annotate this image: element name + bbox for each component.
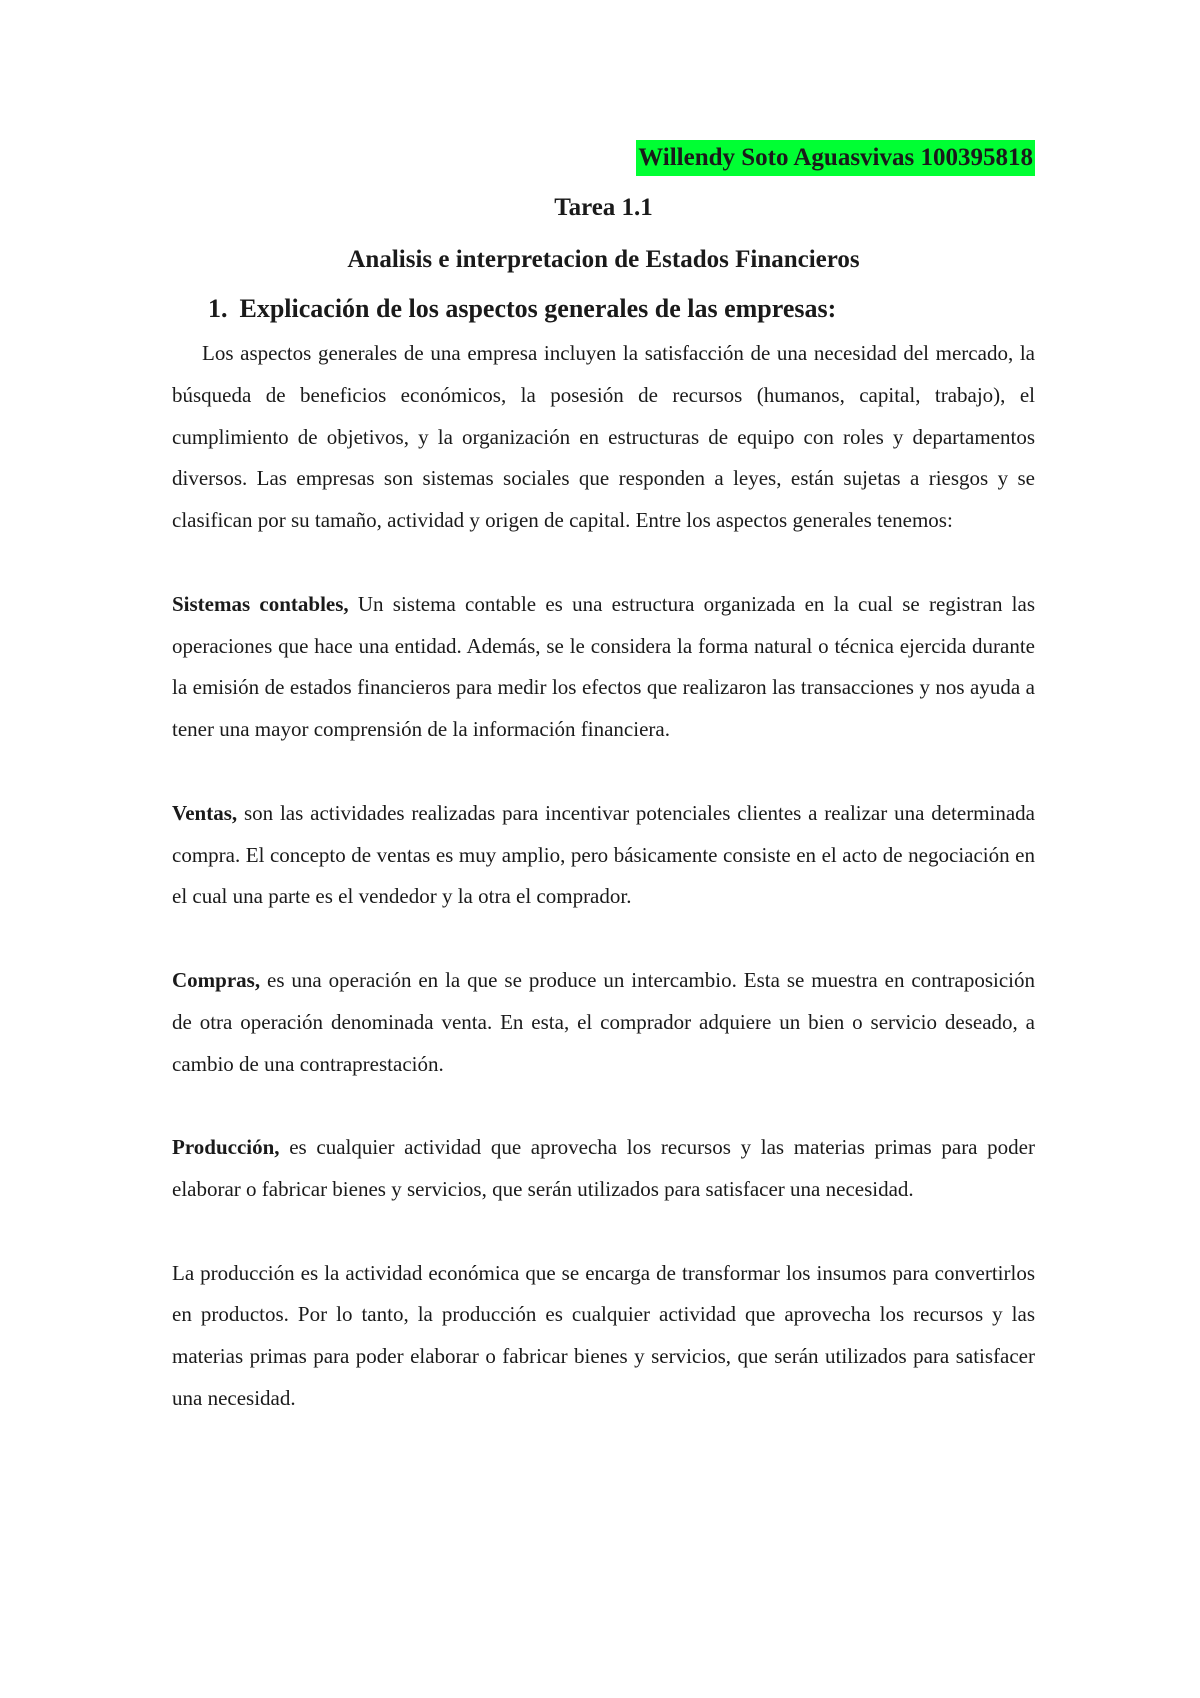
- paragraph-gap: [172, 751, 1035, 793]
- section-title: Explicación de los aspectos generales de las empresas:: [239, 294, 837, 323]
- definition-term: Ventas,: [172, 800, 238, 825]
- paragraph-gap: [172, 1211, 1035, 1253]
- author-name-highlight: Willendy Soto Aguasvivas 100395818: [636, 140, 1035, 176]
- subject-title: Analisis e interpretacion de Estados Financieros: [347, 246, 860, 273]
- section-heading: [172, 293, 1035, 325]
- definition-term: Compras,: [172, 967, 261, 992]
- task-title: Tarea 1.1: [554, 194, 653, 221]
- definition-text: es una operación en la que se produce un intercambio. Esta se muestra en contraposición de otra operación denominada venta. En esta, el comprador adquiere un bien o servicio deseado, a cambio de una contraprestación.: [172, 967, 1035, 1076]
- closing-paragraph: La producción es la actividad económica que se encarga de transformar los insumos para convertirlos en productos. Por lo tanto, la producción es cualquier actividad que aprovecha los recursos y las materias primas para poder elaborar o fabricar bienes y servicios, que serán utilizados para satisfacer una necesidad.: [172, 1260, 1035, 1410]
- paragraph-gap: [172, 918, 1035, 960]
- section-number: 1.: [208, 294, 228, 323]
- definition-text: son las actividades realizadas para incentivar potenciales clientes a realizar una determinada compra. El concepto de ventas es muy amplio, pero básicamente consiste en el acto de negociación en el cual una parte es el vendedor y la otra el comprador.: [172, 800, 1035, 909]
- author-line: [172, 140, 1035, 180]
- document-page: [172, 140, 1035, 1420]
- paragraph-gap: [172, 542, 1035, 584]
- definition-term: Sistemas contables,: [172, 591, 349, 616]
- intro-paragraph: Los aspectos generales de una empresa incluyen la satisfacción de una necesidad del mercado, la búsqueda de beneficios económicos, la posesión de recursos (humanos, capital, trabajo), el cumplimiento de objetivos, y la organización en estructuras de equipo con roles y departamentos diversos. Las empresas son sistemas sociales que responden a leyes, están sujetas a riesgos y se clasifican por su tamaño, actividad y origen de capital. Entre los aspectos generales tenemos:: [172, 341, 1035, 533]
- paragraph-gap: [172, 1085, 1035, 1127]
- definition-text: es cualquier actividad que aprovecha los recursos y las materias primas para poder elaborar o fabricar bienes y servicios, que serán utilizados para satisfacer una necesidad.: [172, 1135, 1035, 1201]
- definition-text: Un sistema contable es una estructura organizada en la cual se registran las operaciones que hace una entidad. Además, se le considera la forma natural o técnica ejercida durante la emisión de estados financieros para medir los efectos que realizaron las transacciones y nos ayuda a tener una mayor comprensión de la información financiera.: [172, 591, 1035, 742]
- definition-ventas: [172, 793, 1035, 918]
- definition-sistemas-contables: [172, 584, 1035, 751]
- definition-compras: [172, 960, 1035, 1085]
- definition-produccion: [172, 1127, 1035, 1211]
- definition-term: Producción,: [172, 1135, 280, 1160]
